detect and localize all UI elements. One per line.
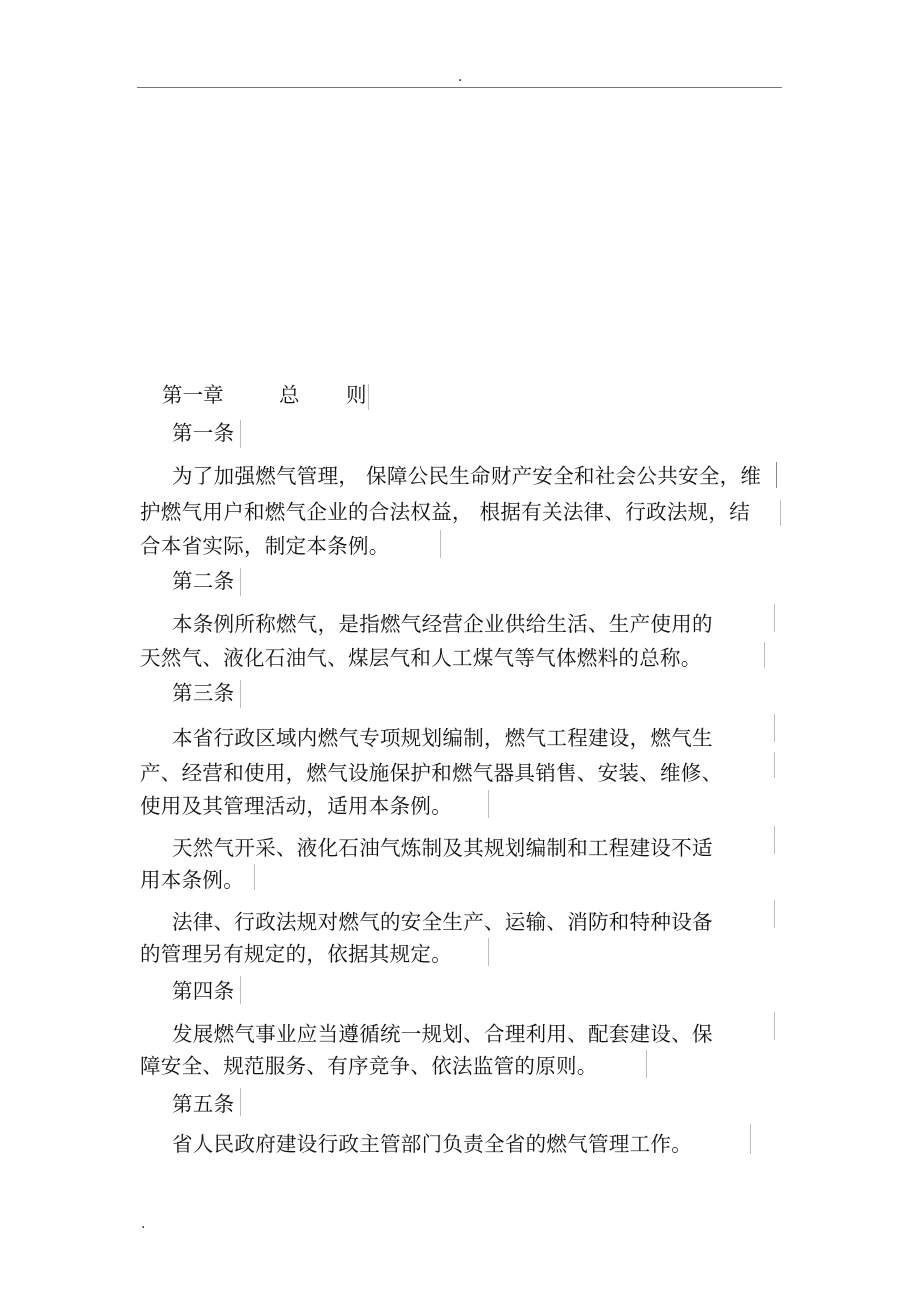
chapter-label: 第一章: [162, 383, 224, 407]
text-cursor-bar: [240, 568, 241, 596]
chapter-title-part-2: 则: [346, 383, 367, 407]
text-cursor-bar: [488, 938, 489, 966]
article-line: 使用及其管理活动，适用本条例。: [140, 794, 452, 818]
text-cursor-bar: [750, 1124, 751, 1154]
article-heading: 第一条: [172, 421, 235, 445]
article-line: 的管理另有规定的，依据其规定。: [140, 942, 452, 966]
article-line: 天然气开采、液化石油气炼制及其规划编制和工程建设不适: [172, 836, 713, 860]
article-line: 产、经营和使用，燃气设施保护和燃气器具销售、安装、维修、: [140, 761, 723, 785]
text-cursor-bar: [764, 642, 765, 668]
article-line: 发展燃气事业应当遵循统一规划、合理利用、配套建设、保: [172, 1022, 713, 1046]
text-cursor-bar: [240, 420, 241, 448]
article-line: 法律、行政法规对燃气的安全生产、运输、消防和特种设备: [172, 910, 713, 934]
text-cursor-bar: [240, 976, 241, 1004]
text-cursor-bar: [240, 1088, 241, 1116]
article-heading: 第四条: [172, 979, 235, 1003]
text-cursor-bar: [774, 900, 775, 928]
text-cursor-bar: [774, 714, 775, 742]
article-line: 合本省实际，制定本条例。: [140, 534, 390, 558]
chapter-title-part-1: 总: [279, 383, 300, 407]
text-cursor-bar: [240, 680, 241, 708]
text-cursor-bar: [774, 752, 775, 778]
text-cursor-bar: [368, 384, 369, 410]
article-line: 用本条例。: [140, 868, 244, 892]
text-cursor-bar: [440, 530, 441, 558]
article-line: 障安全、规范服务、有序竞争、依法监管的原则。: [140, 1054, 598, 1078]
article-line: 本省行政区域内燃气专项规划编制，燃气工程建设，燃气生: [172, 726, 713, 750]
text-cursor-bar: [646, 1050, 647, 1078]
article-line: 本条例所称燃气，是指燃气经营企业供给生活、生产使用的: [172, 612, 713, 636]
text-cursor-bar: [488, 790, 489, 818]
text-cursor-bar: [780, 500, 781, 526]
article-line: 为了加强燃气管理， 保障公民生命财产安全和社会公共安全，维: [172, 464, 762, 488]
text-cursor-bar: [774, 1012, 775, 1040]
text-cursor-bar: [776, 462, 777, 488]
article-heading: 第二条: [172, 569, 235, 593]
article-line: 护燃气用户和燃气企业的合法权益， 根据有关法律、行政法规，结: [140, 500, 751, 524]
article-line: 天然气、液化石油气、煤层气和人工煤气等气体燃料的总称。: [140, 646, 702, 670]
footer-mark: .: [141, 1216, 146, 1232]
article-heading: 第五条: [172, 1092, 235, 1116]
article-heading: 第三条: [172, 681, 235, 705]
text-cursor-bar: [774, 604, 775, 632]
text-cursor-bar: [254, 864, 255, 890]
text-cursor-bar: [774, 826, 775, 854]
header-mark: .: [458, 69, 463, 85]
article-line: 省人民政府建设行政主管部门负责全省的燃气管理工作。: [172, 1132, 692, 1156]
